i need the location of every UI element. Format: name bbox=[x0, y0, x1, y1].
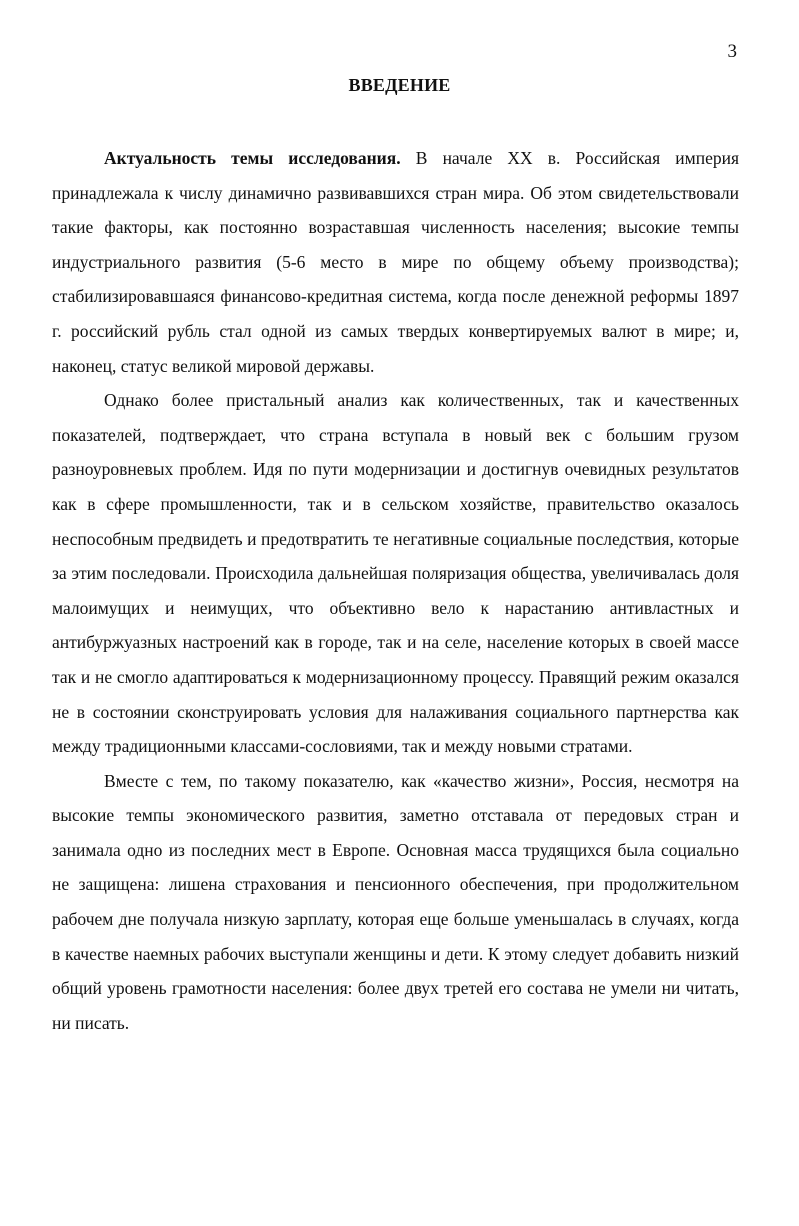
page-number: 3 bbox=[727, 41, 737, 62]
section-heading: ВВЕДЕНИЕ bbox=[348, 75, 451, 95]
body-text bbox=[52, 141, 739, 1040]
paragraph-analysis bbox=[52, 383, 739, 764]
paragraph-quality-of-life bbox=[52, 764, 739, 1041]
paragraph-text: Однако более пристальный анализ как количественных, так и качественных показателей, подтверждает, что страна вступала в новый век с большим грузом разноуровневых проблем. Идя по пути модернизации и достигнув очевидных результатов как в сфере промышленности, так и в сельском хозяйстве, правительство оказалось неспособным предвидеть и предотвратить те негативные социальные последствия, которые за этим последовали. Происходила дальнейшая поляризация общества, увеличивалась доля малоимущих и неимущих, что объективно вело к нарастанию антивластных и антибуржуазных настроений как в городе, так и на селе, население которых в своей массе так и не смогло адаптироваться к модернизационному процессу. Правящий режим оказался не в состоянии сконструировать условия для налаживания социального партнерства как между традиционными классами-сословиями, так и между новыми стратами. bbox=[52, 390, 739, 757]
paragraph-text: Вместе с тем, по такому показателю, как «качество жизни», Россия, несмотря на высокие темпы экономического развития, заметно отставала от передовых стран и занимала одно из последних мест в Европе. Основная масса трудящихся была социально не защищена: лишена страхования и пенсионного обеспечения, при продолжительном рабочем дне получала низкую зарплату, которая еще больше уменьшалась в случаях, когда в качестве наемных рабочих выступали женщины и дети. К этому следует добавить низкий общий уровень грамотности населения: более двух третей его состава не умели ни читать, ни писать. bbox=[52, 770, 739, 1033]
paragraph-text: В начале XX в. Российская империя принадлежала к числу динамично развивавшихся стран мира. Об этом свидетельствовали такие факторы, как постоянно возраставшая численность населения; высокие темпы индустриального развития (5-6 место в мире по общему объему производства); стабилизировавшаяся финансово-кредитная система, когда после денежной реформы 1897 г. российский рубль стал одной из самых твердых конвертируемых валют в мире; и, наконец, статус великой мировой державы. bbox=[52, 148, 739, 376]
paragraph-relevance bbox=[52, 141, 739, 383]
paragraph-lead: Актуальность темы исследования. bbox=[104, 148, 401, 168]
